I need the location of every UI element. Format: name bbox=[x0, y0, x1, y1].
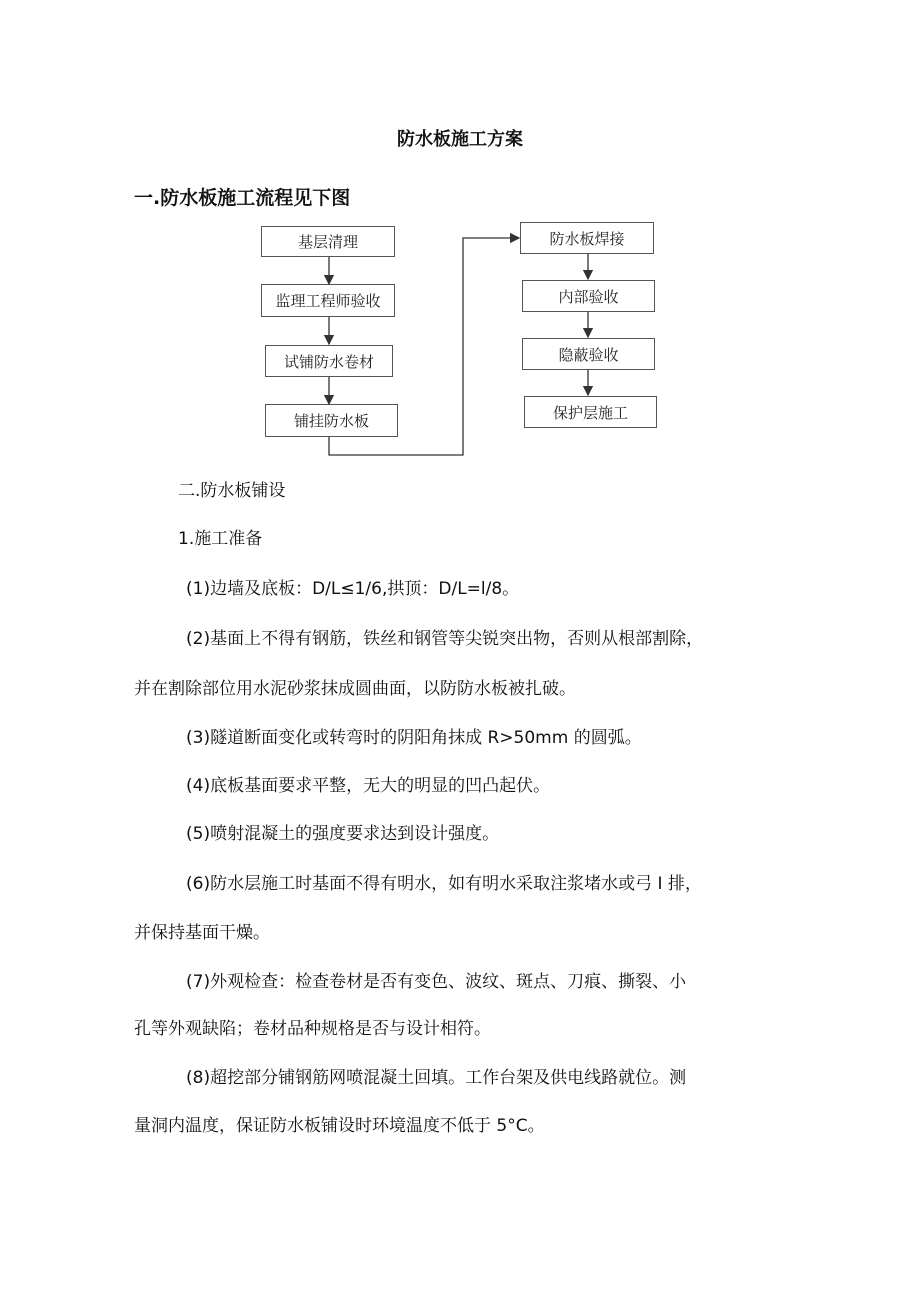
subsection-heading-prep: 1.施工准备 bbox=[178, 529, 263, 549]
flow-step-right-3: 隐蔽验收 bbox=[522, 338, 655, 370]
flow-step-left-3: 试铺防水卷材 bbox=[265, 345, 393, 377]
item-2-line-1: (2)基面上不得有钢筋，铁丝和钢管等尖锐突出物，否则从根部割除， bbox=[186, 629, 704, 649]
flow-step-right-1: 防水板焊接 bbox=[520, 222, 654, 254]
flow-step-left-1: 基层清理 bbox=[261, 226, 395, 257]
item-7-line-1: (7)外观检查：检查卷材是否有变色、波纹、斑点、刀痕、撕裂、小 bbox=[186, 972, 687, 992]
item-5-line-1: (5)喷射混凝土的强度要求达到设计强度。 bbox=[186, 824, 500, 844]
flow-step-right-4: 保护层施工 bbox=[524, 396, 657, 428]
flowchart-connectors bbox=[0, 0, 920, 470]
item-8-line-2: 量洞内温度，保证防水板铺设时环境温度不低于 5°C。 bbox=[134, 1116, 545, 1136]
item-7-line-2: 孔等外观缺陷；卷材品种规格是否与设计相符。 bbox=[134, 1019, 491, 1039]
flow-step-left-4: 铺挂防水板 bbox=[265, 404, 398, 437]
item-8-line-1: (8)超挖部分铺钢筋网喷混凝土回填。工作台架及供电线路就位。测 bbox=[186, 1068, 687, 1088]
item-3-line-1: (3)隧道断面变化或转弯时的阴阳角抹成 R>50mm 的圆弧。 bbox=[186, 728, 642, 748]
item-6-line-2: 并保持基面干燥。 bbox=[134, 923, 270, 943]
page-title: 防水板施工方案 bbox=[397, 129, 523, 150]
section-heading-flow: 一.防水板施工流程见下图 bbox=[134, 187, 351, 209]
item-1-line-1: (1)边墙及底板：D/L≤1/6,拱顶：D/L=l/8。 bbox=[186, 579, 520, 599]
item-2-line-2: 并在割除部位用水泥砂浆抹成圆曲面，以防防水板被扎破。 bbox=[134, 679, 576, 699]
flow-step-right-2: 内部验收 bbox=[522, 280, 655, 312]
item-4-line-1: (4)底板基面要求平整，无大的明显的凹凸起伏。 bbox=[186, 776, 551, 796]
section-heading-install: 二.防水板铺设 bbox=[178, 481, 286, 501]
item-6-line-1: (6)防水层施工时基面不得有明水，如有明水采取注浆堵水或弓 I 排， bbox=[186, 874, 702, 894]
flow-step-left-2: 监理工程师验收 bbox=[261, 284, 395, 317]
